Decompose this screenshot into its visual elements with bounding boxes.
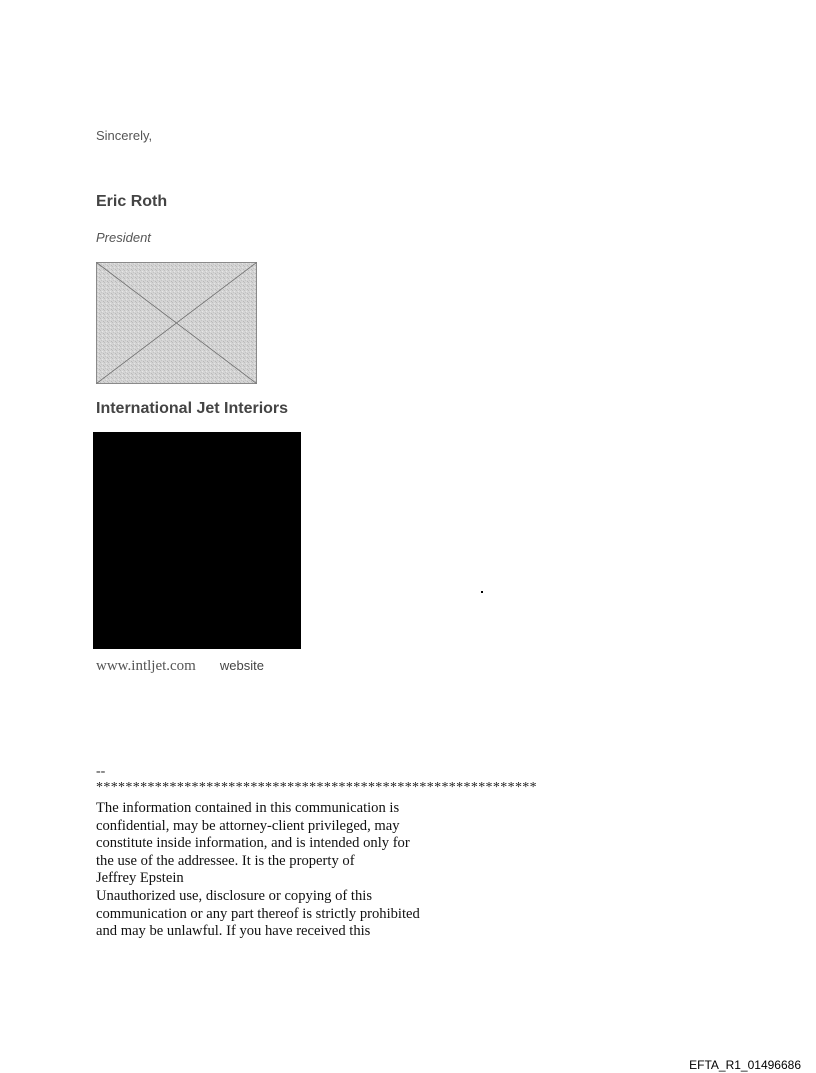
disclaimer-line: The information contained in this communication is [96, 800, 400, 816]
company-name: International Jet Interiors [96, 400, 289, 417]
sender-title: President [96, 230, 151, 245]
disclaimer-line: and may be unlawful. If you have received this [96, 923, 371, 940]
document-id: EFTA_R1_01496686 [689, 1058, 801, 1072]
website-label: website [219, 658, 264, 673]
asterisk-divider: ************************************************************ [96, 780, 537, 795]
disclaimer-line: Jeffrey Epstein [96, 870, 184, 887]
stray-dot [481, 591, 483, 593]
confidentiality-disclaimer [96, 800, 536, 941]
website-link[interactable]: www.intljet.com [96, 658, 196, 674]
sender-name: Eric Roth [96, 193, 168, 210]
disclaimer-line: communication or any part thereof is strictly prohibited [96, 905, 420, 922]
closing-text: Sincerely, [96, 128, 153, 143]
signature-separator: -- [96, 764, 106, 779]
disclaimer-line: the use of the addressee. It is the property of [96, 852, 355, 869]
broken-image-placeholder [96, 262, 257, 384]
disclaimer-line: constitute inside information, and is intended only for [96, 835, 410, 852]
redacted-image-block [93, 432, 301, 649]
website-row [96, 657, 264, 675]
disclaimer-line: confidential, may be attorney-client privileged, may [96, 817, 400, 834]
disclaimer-line: Unauthorized use, disclosure or copying of this [96, 887, 373, 904]
